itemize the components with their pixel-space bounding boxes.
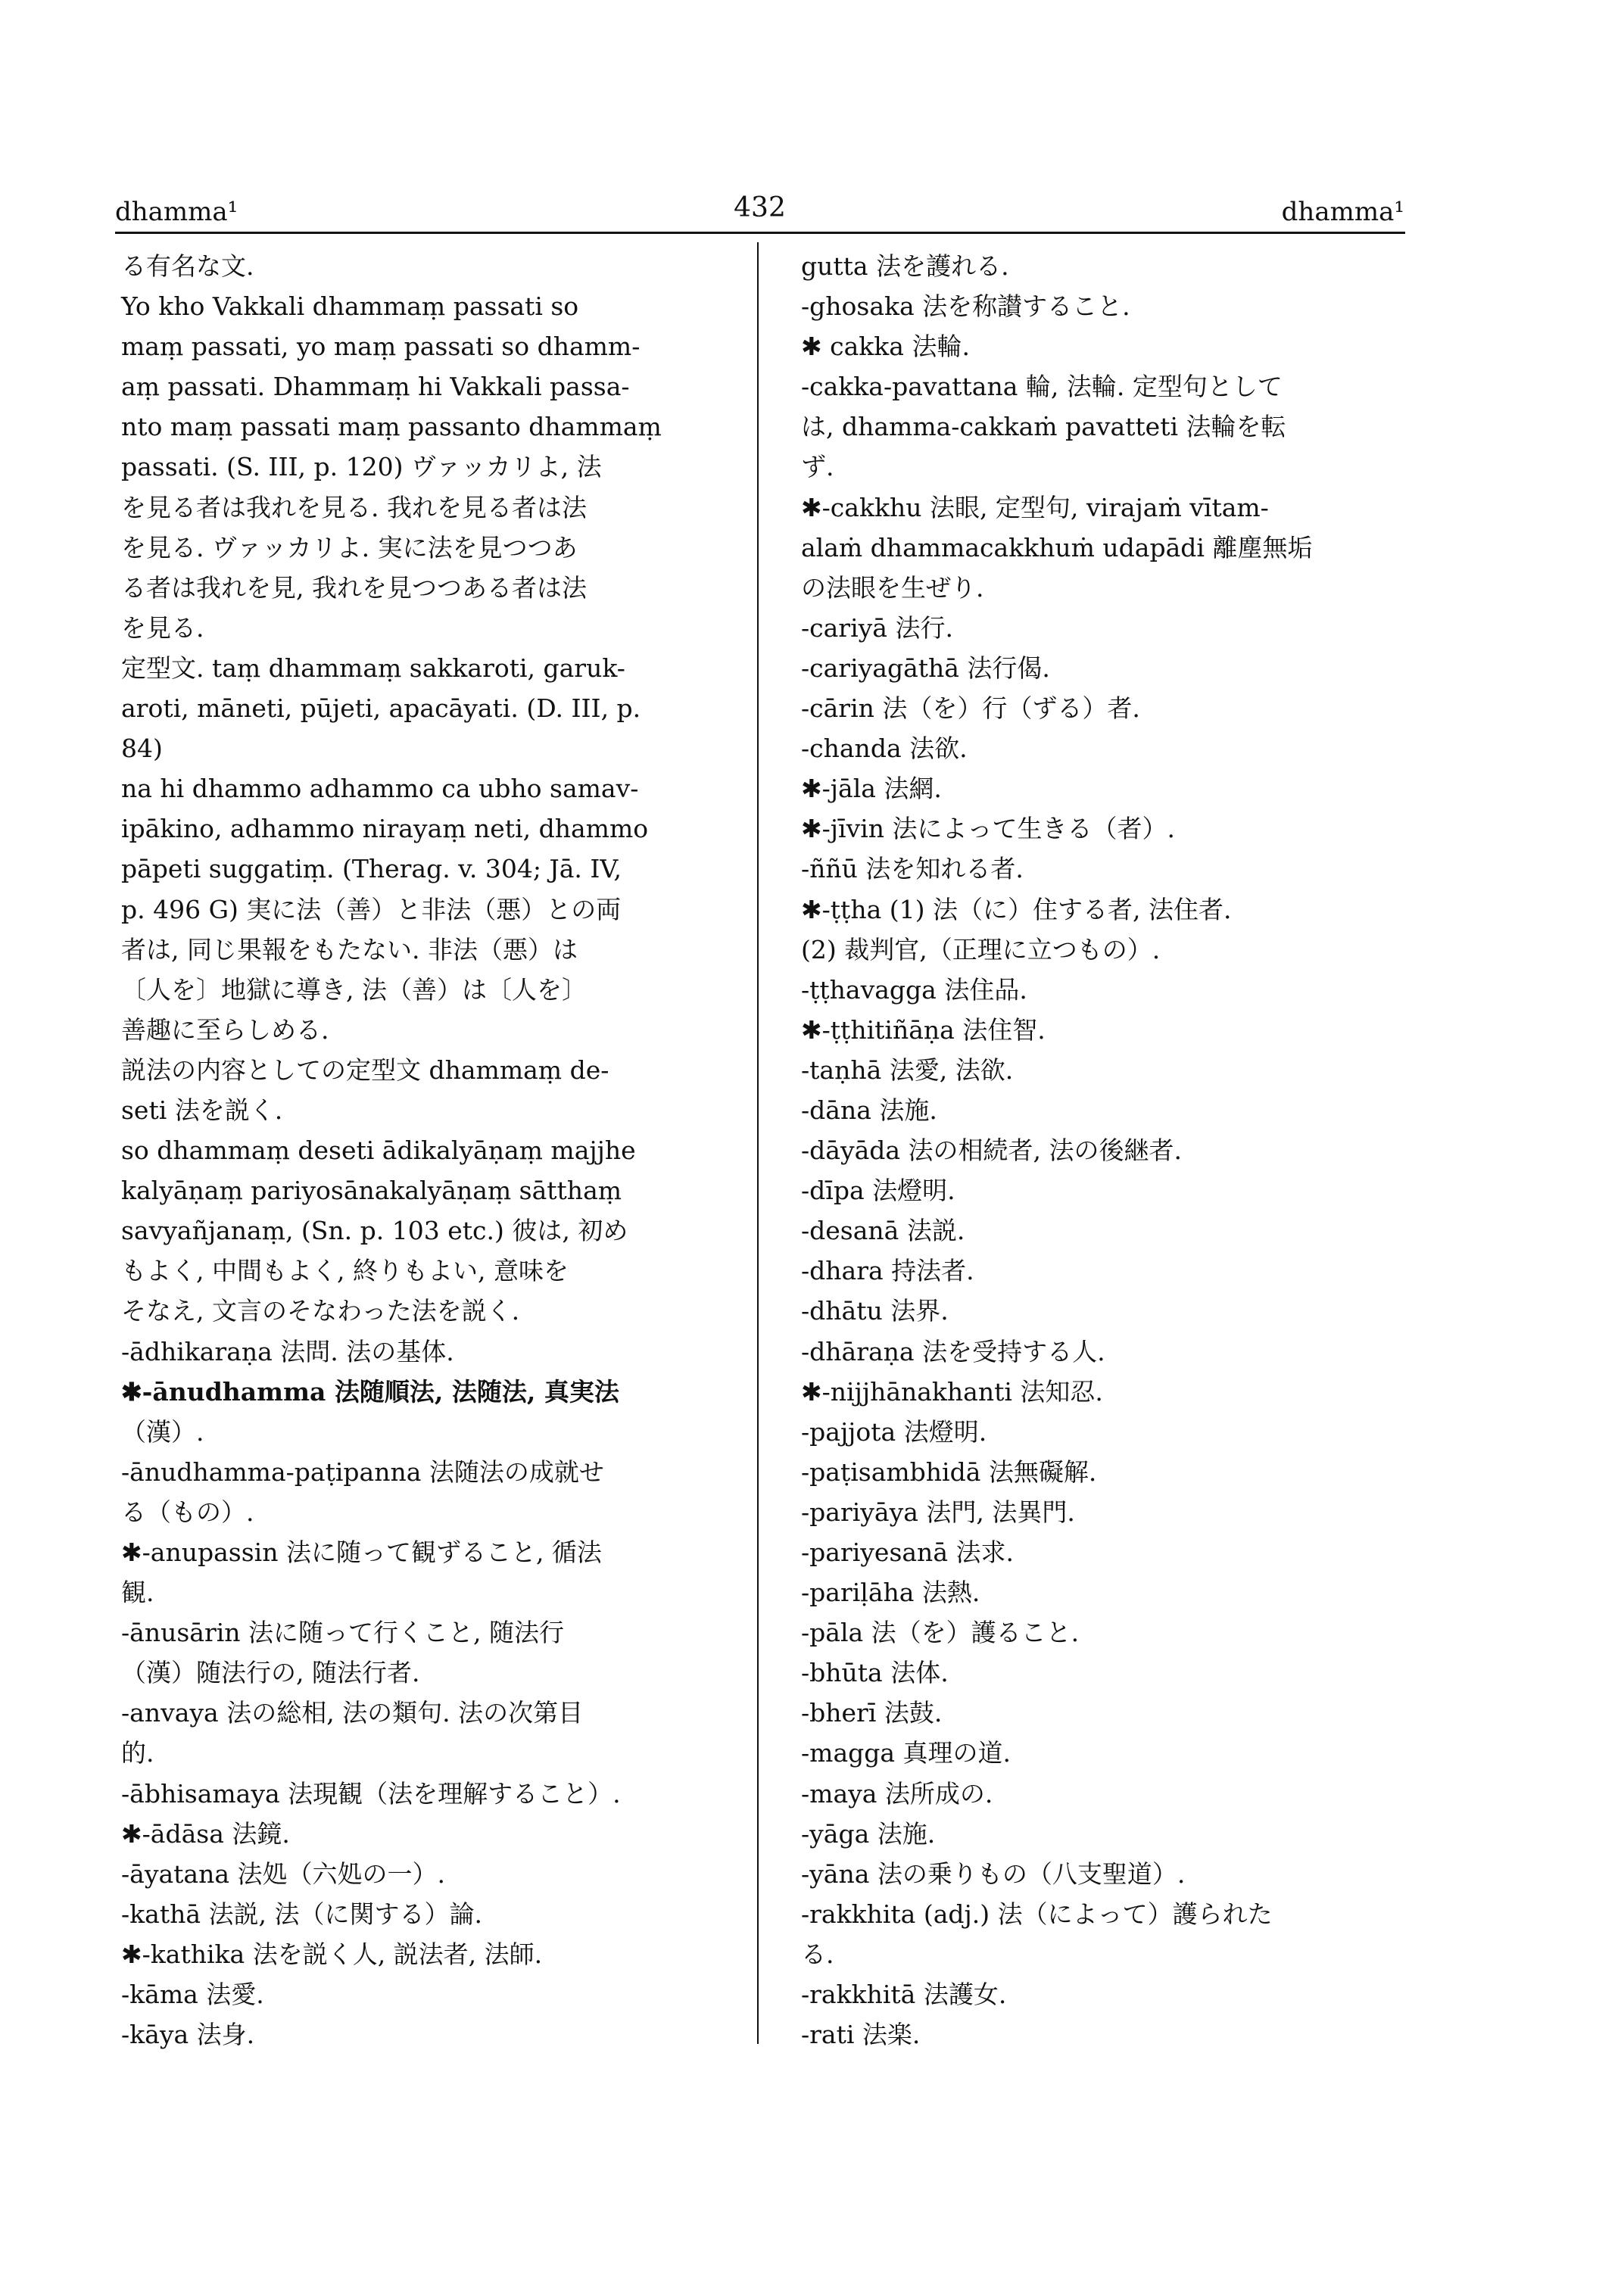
dictionary-line: seti 法を説く. (121, 1095, 283, 1125)
dictionary-line: -rakkhita (adj.) 法（によって）護られた (801, 1899, 1273, 1929)
dictionary-line: -anvaya 法の総相, 法の類句. 法の次第目 (121, 1698, 584, 1728)
dictionary-line: -yāna 法の乗りもの（八支聖道）. (801, 1858, 1186, 1889)
dictionary-line: -pariḷāha 法熱. (801, 1578, 980, 1608)
dictionary-line: -rati 法楽. (801, 2020, 921, 2050)
dictionary-line: -ghosaka 法を称讃すること. (801, 291, 1130, 322)
dictionary-line: aṃ passati. Dhammaṃ hi Vakkali passa- (121, 372, 630, 402)
dictionary-line: -dīpa 法燈明. (801, 1176, 955, 1206)
dictionary-line: -cariyagāthā 法行偈. (801, 653, 1050, 683)
dictionary-line: Yo kho Vakkali dhammaṃ passati so (121, 291, 579, 322)
dictionary-line: -pariyesanā 法求. (801, 1537, 1014, 1567)
dictionary-line: ✱-cakkhu 法眼, 定型句, virajaṁ vītam- (801, 492, 1269, 522)
dictionary-line: -kāma 法愛. (121, 1980, 264, 2010)
dictionary-line: ✱ cakka 法輪. (801, 332, 970, 362)
dictionary-line: passati. (S. III, p. 120) ヴァッカリよ, 法 (121, 452, 602, 482)
dictionary-line: aroti, māneti, pūjeti, apacāyati. (D. III, p. (121, 693, 641, 724)
dictionary-line: 84) (121, 734, 163, 764)
dictionary-line: -yāga 法施. (801, 1818, 936, 1849)
dictionary-line: pāpeti suggatiṃ. (Therag. v. 304; Jā. IV, (121, 854, 622, 884)
dictionary-line: ✱-ṭṭha (1) 法（に）住する者, 法住者. (801, 894, 1232, 924)
dictionary-line: ✱-ādāsa 法鏡. (121, 1818, 290, 1849)
dictionary-line: （漢）. (121, 1416, 204, 1447)
left-column (121, 246, 723, 2055)
dictionary-line: もよく, 中間もよく, 終りもよい, 意味を (121, 1256, 569, 1286)
dictionary-line: ipākino, adhammo nirayaṃ neti, dhammo (121, 814, 649, 844)
dictionary-line: -dhara 持法者. (801, 1256, 974, 1286)
dictionary-line: -cariyā 法行. (801, 612, 953, 643)
page-number: 432 (734, 192, 786, 223)
dictionary-line: の法眼を生ぜり. (801, 572, 984, 603)
dictionary-line: 的. (121, 1738, 154, 1768)
left-running-head: dhamma¹ (115, 197, 238, 227)
dictionary-line: -ānudhamma-paṭipanna 法随法の成就せ (121, 1456, 604, 1487)
dictionary-line: -pāla 法（を）護ること. (801, 1618, 1080, 1648)
dictionary-line: -cakka-pavattana 輪, 法輪. 定型句として (801, 372, 1283, 402)
dictionary-line: -dāyāda 法の相続者, 法の後継者. (801, 1136, 1183, 1166)
dictionary-line: -ādhikaraṇa 法問. 法の基体. (121, 1336, 454, 1366)
dictionary-line: ✱-jāla 法網. (801, 774, 942, 804)
dictionary-line: -desanā 法説. (801, 1216, 965, 1246)
dictionary-line: ✱-nijjhānakhanti 法知忍. (801, 1376, 1103, 1407)
dictionary-line: gutta 法を護れる. (801, 251, 1009, 281)
column-divider (757, 242, 759, 2044)
dictionary-line: る有名な文. (121, 251, 254, 281)
dictionary-line: ✱-kathika 法を説く人, 説法者, 法師. (121, 1939, 543, 1969)
right-running-head: dhamma¹ (1281, 197, 1404, 227)
dictionary-line: savyañjanaṃ, (Sn. p. 103 etc.) 彼は, 初め (121, 1216, 628, 1246)
dictionary-line: -chanda 法欲. (801, 734, 968, 764)
dictionary-line: を見る. (121, 612, 204, 643)
dictionary-line: alaṁ dhammacakkhuṁ udapādi 離塵無垢 (801, 532, 1313, 562)
dictionary-line: na hi dhammo adhammo ca ubho samav- (121, 774, 639, 804)
dictionary-line: 観. (121, 1578, 154, 1608)
dictionary-line: る. (801, 1939, 834, 1969)
dictionary-line: る者は我れを見, 我れを見つつある者は法 (121, 572, 587, 603)
dictionary-line: -maya 法所成の. (801, 1778, 993, 1809)
dictionary-line: so dhammaṃ deseti ādikalyāṇaṃ majjhe (121, 1136, 636, 1166)
header-rule (115, 232, 1405, 234)
dictionary-line: 〔人を〕地獄に導き, 法（善）は〔人を〕 (121, 974, 587, 1005)
dictionary-line: -kāya 法身. (121, 2020, 255, 2050)
dictionary-line: -bhūta 法体. (801, 1658, 949, 1688)
dictionary-line: (2) 裁判官,（正理に立つもの）. (801, 934, 1161, 964)
right-column (801, 246, 1407, 2055)
dictionary-line: は, dhamma-cakkaṁ pavatteti 法輪を転 (801, 412, 1286, 442)
dictionary-line: を見る. ヴァッカリよ. 実に法を見つつあ (121, 532, 578, 562)
dictionary-line: （漢）随法行の, 随法行者. (121, 1658, 420, 1688)
dictionary-line: ず. (801, 452, 834, 482)
dictionary-line: -rakkhitā 法護女. (801, 1980, 1007, 2010)
dictionary-line: ✱-ānudhamma 法随順法, 法随法, 真実法 (121, 1376, 619, 1407)
page-header (115, 188, 1404, 233)
dictionary-line: 説法の内容としての定型文 dhammaṃ de- (121, 1055, 609, 1085)
dictionary-line: -bherī 法鼓. (801, 1698, 943, 1728)
dictionary-line: -dhāraṇa 法を受持する人. (801, 1336, 1105, 1366)
dictionary-line: nto maṃ passati maṃ passanto dhammaṃ (121, 412, 662, 442)
dictionary-line: そなえ, 文言のそなわった法を説く. (121, 1296, 520, 1326)
dictionary-line: -paṭisambhidā 法無礙解. (801, 1456, 1097, 1487)
dictionary-line: -pajjota 法燈明. (801, 1416, 987, 1447)
dictionary-line: ✱-ṭṭhitiñāṇa 法住智. (801, 1014, 1046, 1045)
dictionary-line: p. 496 G) 実に法（善）と非法（悪）との両 (121, 894, 622, 924)
dictionary-line: ✱-anupassin 法に随って観ずること, 循法 (121, 1537, 602, 1567)
dictionary-line: を見る者は我れを見る. 我れを見る者は法 (121, 492, 587, 522)
dictionary-line: -dāna 法施. (801, 1095, 937, 1125)
dictionary-line: maṃ passati, yo maṃ passati so dhamm- (121, 332, 641, 362)
dictionary-line: -taṇhā 法愛, 法欲. (801, 1055, 1014, 1085)
dictionary-line: -ññū 法を知れる者. (801, 854, 1024, 884)
dictionary-line: -pariyāya 法門, 法異門. (801, 1497, 1075, 1527)
dictionary-line: -ābhisamaya 法現観（法を理解すること）. (121, 1778, 621, 1809)
dictionary-line: 定型文. taṃ dhammaṃ sakkaroti, garuk- (121, 653, 625, 683)
dictionary-line: -ṭṭhavagga 法住品. (801, 974, 1027, 1005)
dictionary-line: -cārin 法（を）行（ずる）者. (801, 693, 1140, 724)
dictionary-line: -dhātu 法界. (801, 1296, 949, 1326)
dictionary-line: る（もの）. (121, 1497, 254, 1527)
dictionary-line: -magga 真理の道. (801, 1738, 1011, 1768)
dictionary-line: 善趣に至らしめる. (121, 1014, 329, 1045)
dictionary-line: -kathā 法説, 法（に関する）論. (121, 1899, 482, 1929)
dictionary-line: -āyatana 法処（六処の一）. (121, 1858, 445, 1889)
dictionary-line: 者は, 同じ果報をもたない. 非法（悪）は (121, 934, 578, 964)
dictionary-line: kalyāṇaṃ pariyosānakalyāṇaṃ sātthaṃ (121, 1176, 622, 1206)
dictionary-line: ✱-jīvin 法によって生きる（者）. (801, 814, 1176, 844)
dictionary-line: -ānusārin 法に随って行くこと, 随法行 (121, 1618, 564, 1648)
